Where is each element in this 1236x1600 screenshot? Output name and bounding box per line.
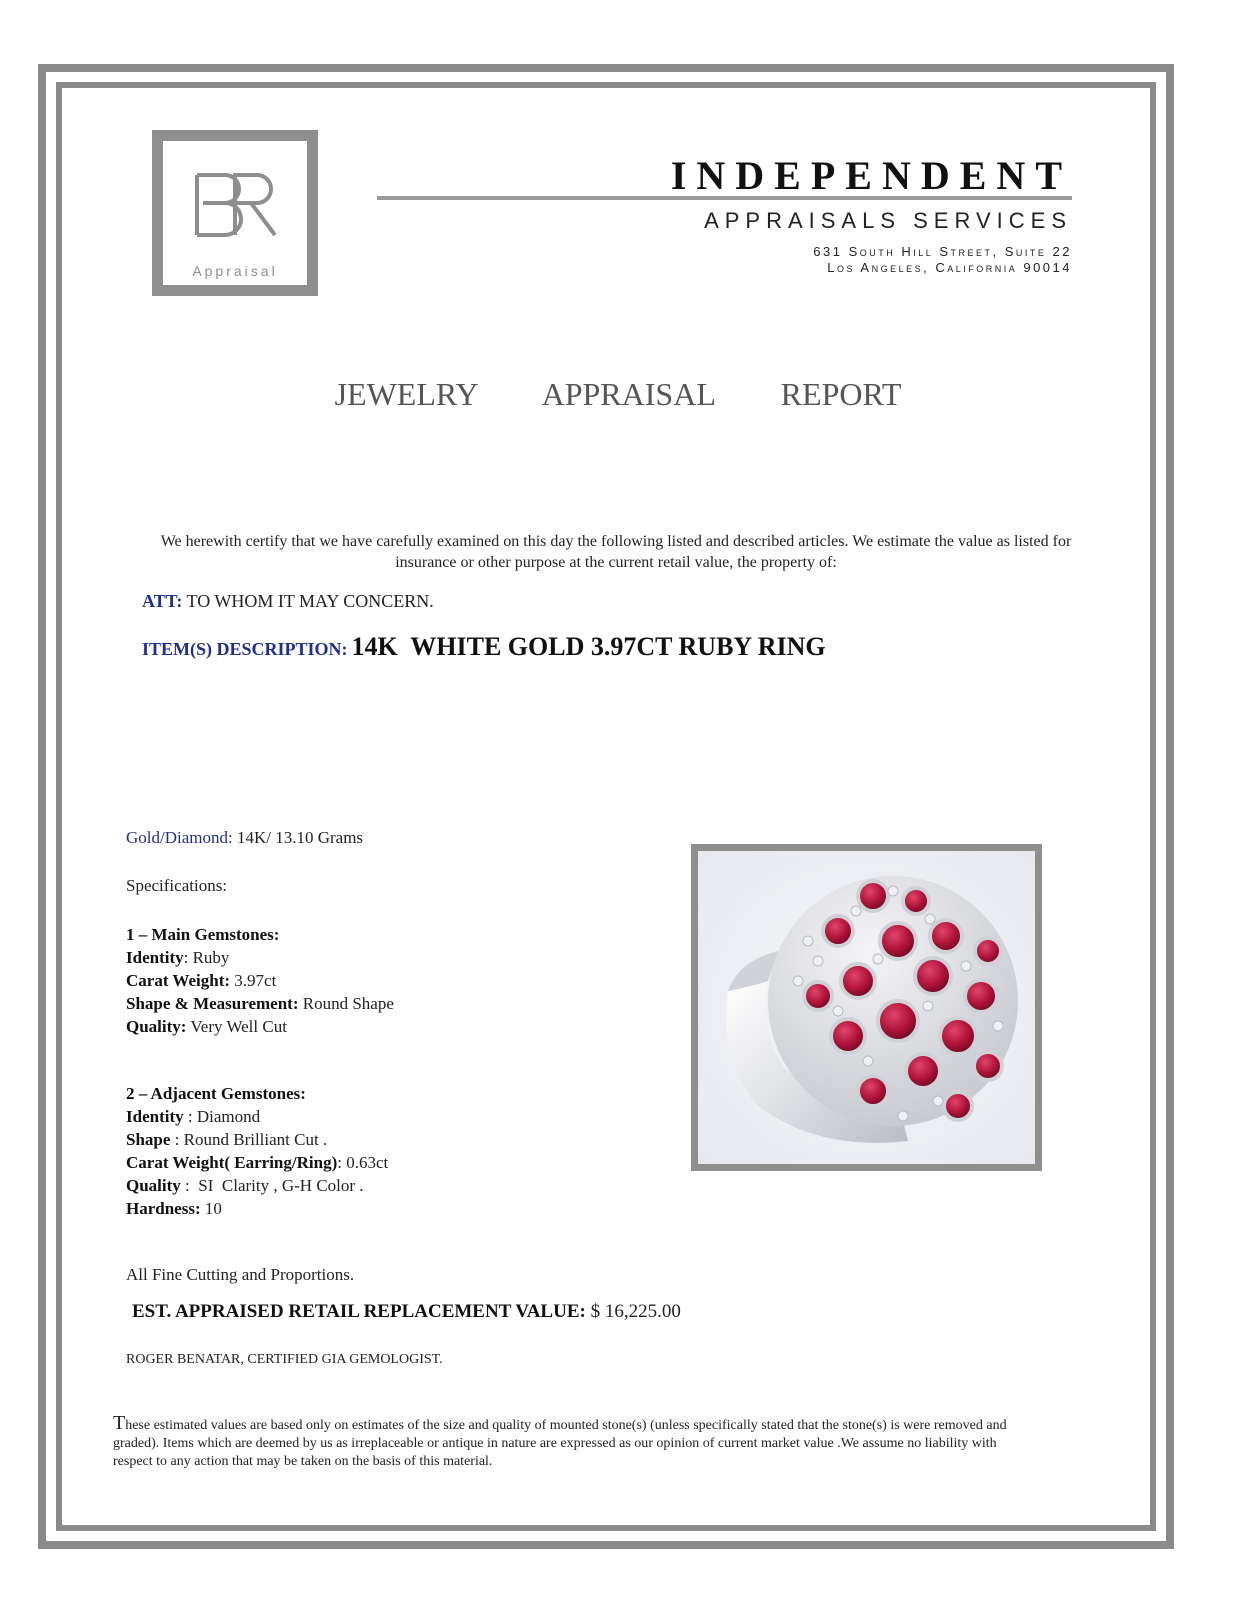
est-value-amount: $ 16,225.00 — [585, 1301, 681, 1322]
adj-carat-label: Carat Weight( Earring/Ring) — [126, 1153, 338, 1172]
item-label: ITEM(S) DESCRIPTION: — [142, 639, 348, 659]
report-title: JEWELRY APPRAISAL REPORT — [334, 376, 902, 412]
main-gemstones — [126, 923, 394, 1038]
adj-hardness-value: 10 — [200, 1199, 222, 1218]
gold-value: 14K/ 13.10 Grams — [236, 828, 364, 847]
main-carat-label: Carat Weight: — [126, 971, 231, 990]
address-line-1: 631 South Hill Street, Suite 22 — [813, 244, 1072, 259]
item-value: 14K WHITE GOLD 3.97CT RUBY RING — [351, 632, 826, 661]
brand-subtitle: APPRAISALS SERVICES — [704, 208, 1072, 233]
adj-identity-label: Identity — [126, 1107, 184, 1126]
ring-photo-image — [698, 851, 1035, 1164]
main-heading: 1 – Main Gemstones: — [126, 925, 280, 944]
att-value: TO WHOM IT MAY CONCERN. — [186, 591, 434, 611]
est-value-label: EST. APPRAISED RETAIL REPLACEMENT VALUE: — [132, 1301, 586, 1322]
address-line-2: Los Angeles, California 90014 — [827, 260, 1072, 275]
gemologist-signature: ROGER BENATAR, CERTIFIED GIA GEMOLOGIST. — [126, 1352, 443, 1367]
br-appraisal-logo — [152, 130, 318, 296]
logo-mark — [163, 171, 307, 246]
adj-quality-label: Quality — [126, 1176, 181, 1195]
adj-quality-value: : SI Clarity , G-H Color . — [180, 1176, 364, 1195]
adj-heading: 2 – Adjacent Gemstones: — [126, 1084, 306, 1103]
brand-title: INDEPENDENT — [670, 153, 1072, 198]
specifications-label: Specifications: — [126, 876, 228, 895]
main-shape-label: Shape & Measurement: — [126, 994, 299, 1013]
ring-photo — [691, 844, 1042, 1171]
disclaimer-text: hese estimated values are based only on estimates of the size and quality of mounted stone(s) (unless specifically stated that the stone(s) is were removed and graded). Items which are deemed by us as irreplaceable or antique in nature are expressed as our opinion of current market value .We assume no liability with respect to any action that may be taken on the basis of this material. — [113, 1418, 1007, 1469]
main-carat-value: 3.97ct — [230, 971, 277, 990]
main-identity-label: Identity — [126, 948, 184, 967]
item-description — [142, 632, 826, 662]
fine-cutting-note: All Fine Cutting and Proportions. — [126, 1265, 355, 1284]
adjacent-gemstones — [126, 1082, 388, 1220]
estimated-value — [132, 1301, 681, 1323]
main-quality-value: Very Well Cut — [186, 1017, 287, 1036]
adj-shape-value: : Round Brilliant Cut . — [170, 1130, 328, 1149]
att-line — [142, 591, 434, 612]
main-quality-label: Quality: — [126, 1017, 187, 1036]
att-label: ATT: — [142, 591, 183, 611]
adj-carat-value: : 0.63ct — [337, 1153, 389, 1172]
adj-identity-value: : Diamond — [183, 1107, 261, 1126]
gold-line — [126, 826, 363, 849]
adj-shape-label: Shape — [126, 1130, 171, 1149]
main-identity-value: : Ruby — [183, 948, 230, 967]
main-shape-value: Round Shape — [298, 994, 394, 1013]
disclaimer — [113, 1414, 1033, 1471]
adj-hardness-label: Hardness: — [126, 1199, 201, 1218]
logo-text: Appraisal — [192, 263, 278, 279]
certify-text: We herewith certify that we have carefully examined on this day the following listed and described articles. We estimate the value as listed for insurance or other purpose at the current retail value, the property of: — [160, 533, 1072, 571]
disclaimer-first-letter: T — [113, 1412, 126, 1434]
gold-label: Gold/Diamond: — [126, 828, 233, 847]
